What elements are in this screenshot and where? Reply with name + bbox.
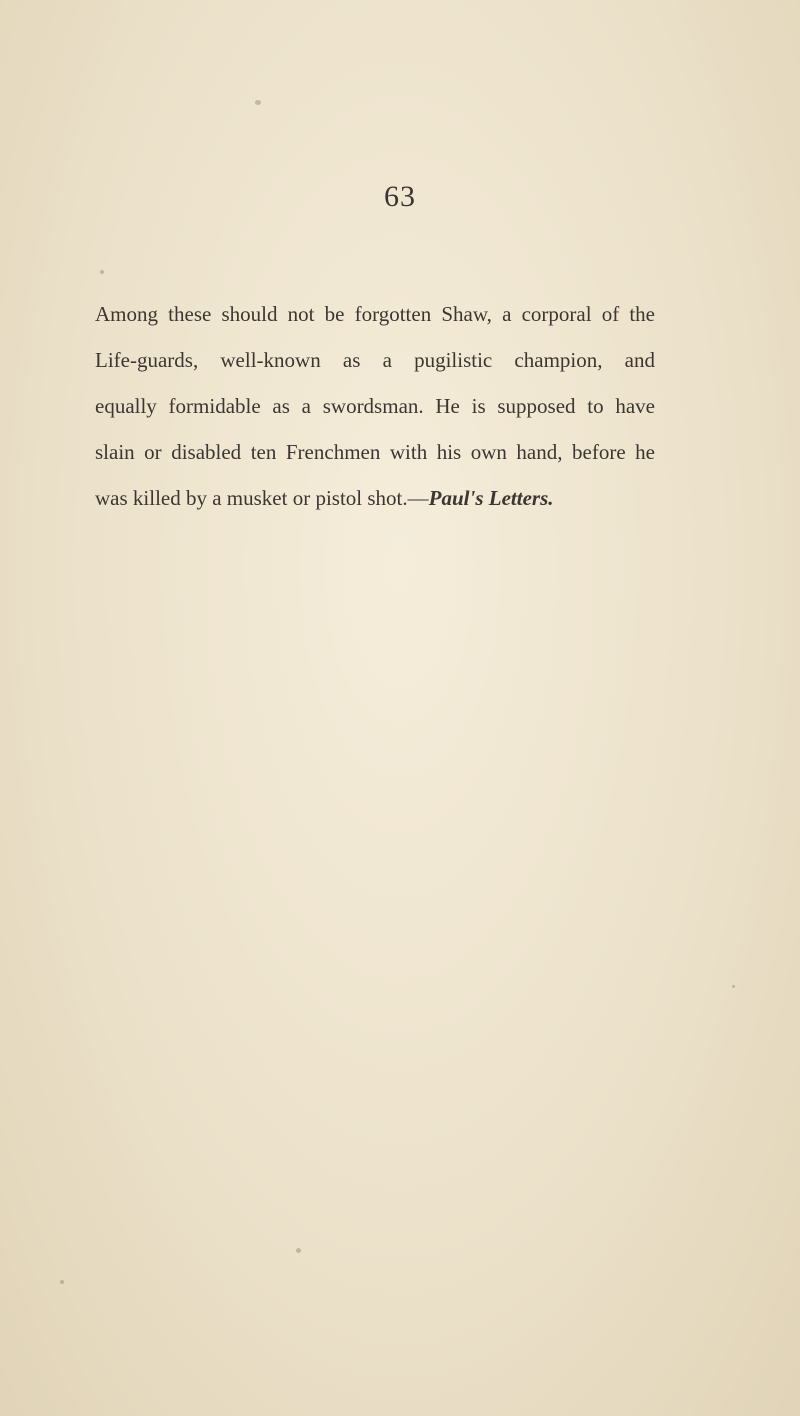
citation: Paul's Letters. (428, 486, 554, 510)
paper-speck (732, 985, 735, 988)
last-line-text: was killed by a musket or pistol shot.— (95, 486, 429, 510)
paragraph-line: equally formidable as a swordsman. He is supposed to have (95, 394, 655, 418)
paragraph-line: slain or disabled ten Frenchmen with his own hand, before he (95, 440, 655, 464)
paragraph-line: Among these should not be forgotten Shaw, a corporal of the (95, 302, 655, 326)
paper-speck (100, 270, 104, 274)
paper-speck (255, 100, 261, 105)
paper-speck (296, 1248, 301, 1253)
body-paragraph (95, 291, 655, 521)
paper-speck (60, 1280, 64, 1284)
paragraph-last-line (95, 475, 655, 521)
paragraph-line: Life-guards, well-known as a pugilistic champion, and (95, 348, 655, 372)
page-number: 63 (384, 180, 416, 213)
